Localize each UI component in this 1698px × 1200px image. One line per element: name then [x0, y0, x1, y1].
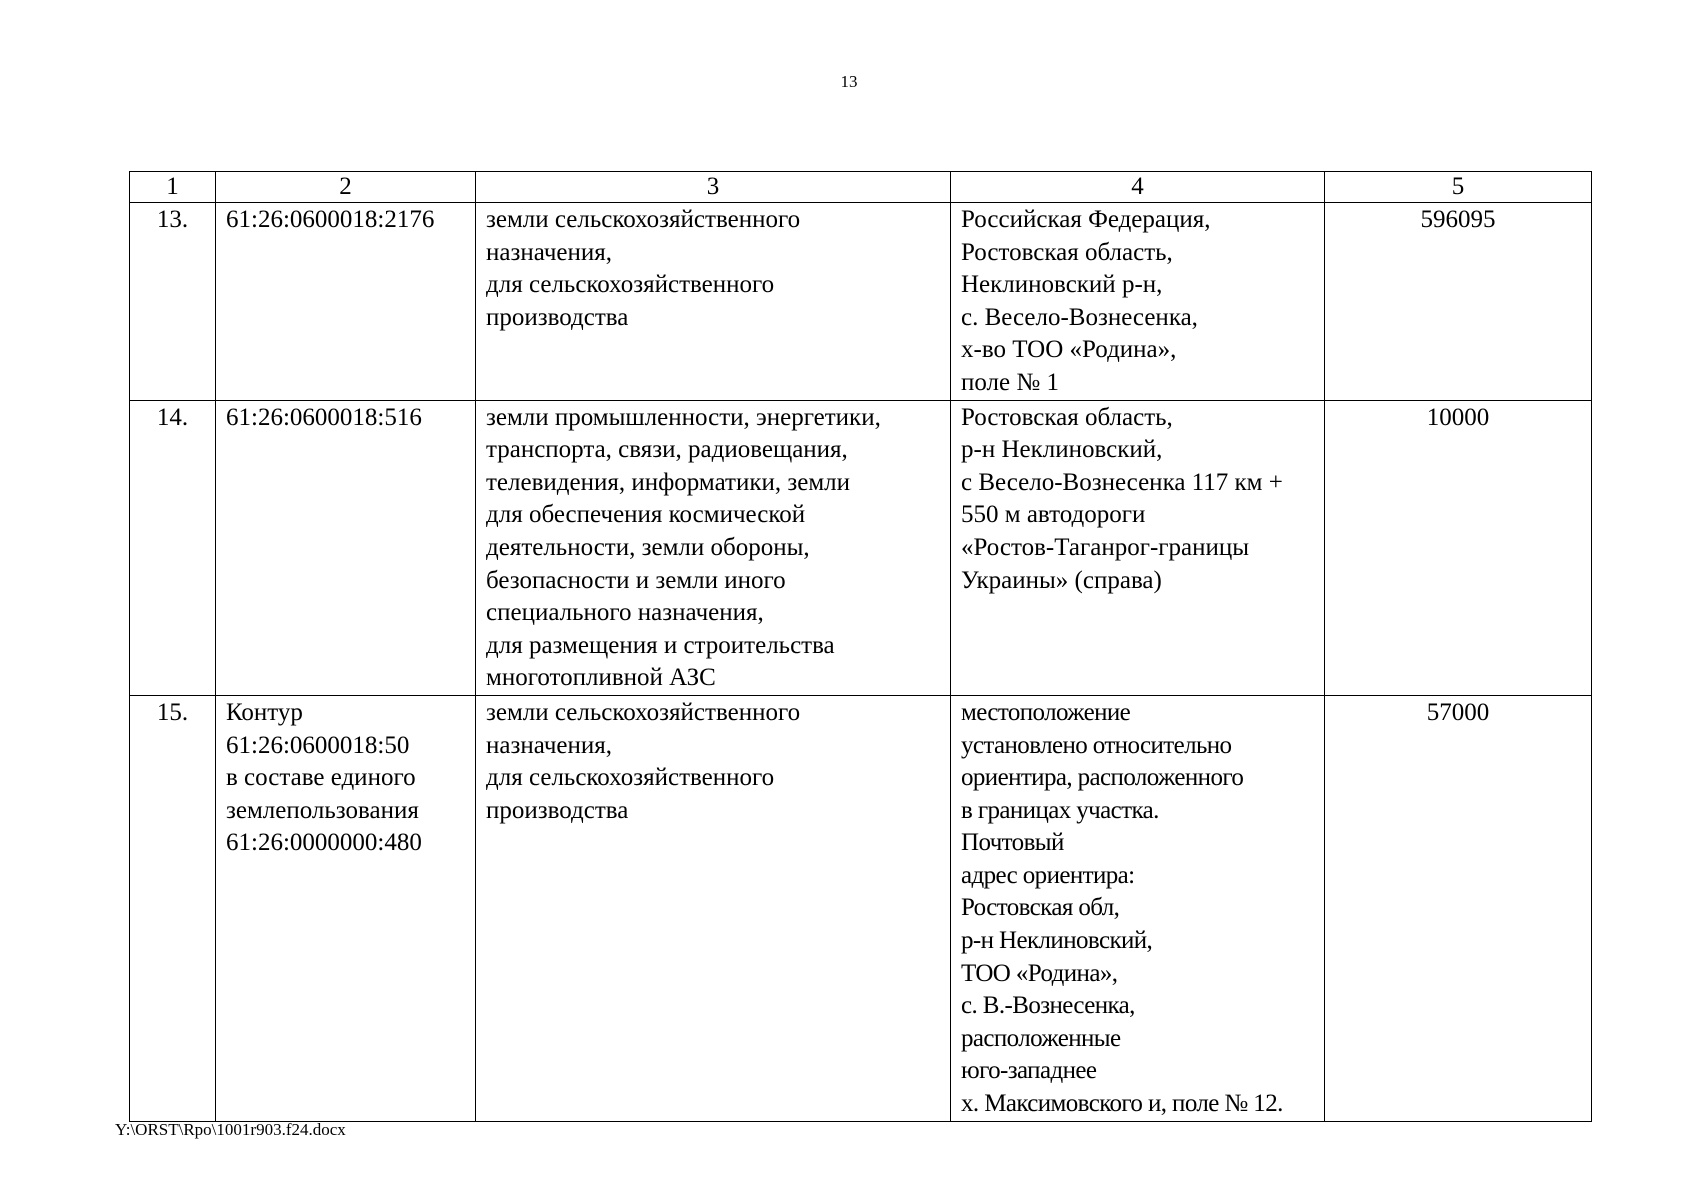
area: 596095	[1325, 203, 1592, 401]
table-header-row	[130, 172, 1592, 203]
land-category: земли сельскохозяйственного назначения, для сельскохозяйственного производства	[476, 203, 951, 401]
column-header: 5	[1325, 172, 1592, 203]
page-number: 13	[840, 72, 858, 91]
column-header: 3	[476, 172, 951, 203]
column-header: 4	[951, 172, 1325, 203]
location: местоположение установлено относительно ориентира, расположенного в границах участка. Почтовый адрес ориентира: Ростовская обл, р-н Неклиновский, ТОО «Родина», с. В.-Вознесенка, расположенные юго-западнее х. Максимовского и, поле № 12.	[951, 695, 1325, 1121]
land-plots-table	[129, 171, 1592, 1122]
table-row	[130, 400, 1592, 695]
area: 10000	[1325, 400, 1592, 695]
row-number: 13.	[130, 203, 216, 401]
location: Ростовская область, р-н Неклиновский, с Весело-Вознесенка 117 км + 550 м автодороги «Ростов-Таганрог-границы Украины» (справа)	[951, 400, 1325, 695]
table-row	[130, 695, 1592, 1121]
cadastral-number: 61:26:0600018:2176	[216, 203, 476, 401]
cadastral-number: Контур 61:26:0600018:50 в составе единого землепользования 61:26:0000000:480	[216, 695, 476, 1121]
column-header: 1	[130, 172, 216, 203]
land-category: земли сельскохозяйственного назначения, для сельскохозяйственного производства	[476, 695, 951, 1121]
area: 57000	[1325, 695, 1592, 1121]
table-row	[130, 203, 1592, 401]
row-number: 15.	[130, 695, 216, 1121]
footer-file-path: Y:\ORST\Rpo\1001r903.f24.docx	[115, 1120, 346, 1139]
land-category: земли промышленности, энергетики, транспорта, связи, радиовещания, телевидения, информатики, земли для обеспечения космической деятельности, земли обороны, безопасности и земли иного специального назначения, для размещения и строительства многотопливной АЗС	[476, 400, 951, 695]
location: Российская Федерация, Ростовская область, Неклиновский р-н, с. Весело-Вознесенка, х-во ТОО «Родина», поле № 1	[951, 203, 1325, 401]
row-number: 14.	[130, 400, 216, 695]
cadastral-number: 61:26:0600018:516	[216, 400, 476, 695]
column-header: 2	[216, 172, 476, 203]
